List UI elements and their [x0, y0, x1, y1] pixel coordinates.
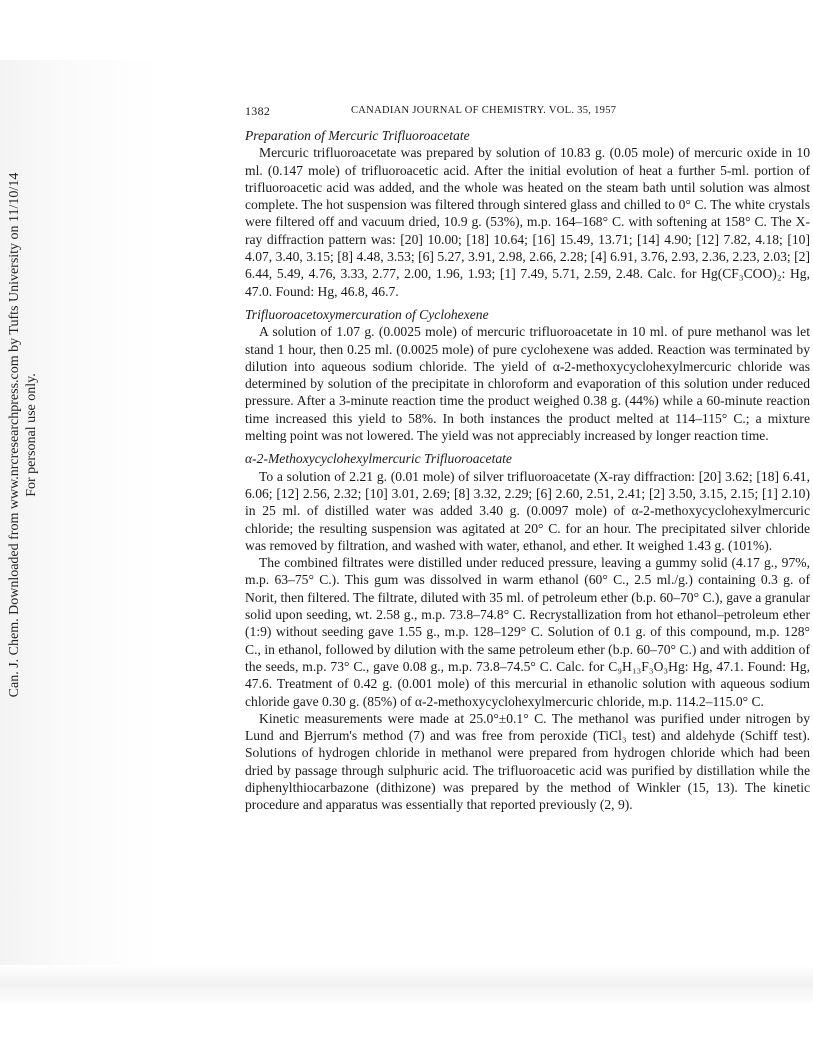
section-title: α-2-Methoxycyclohexylmercuric Trifluoroacetate: [245, 451, 512, 467]
paragraph: Kinetic measurements were made at 25.0°±0.1° C. The methanol was purified under nitrogen by Lund and Bjerrum's method (7) and was free from peroxide (TiCl₃ test) and aldehyde (Schiff test). Solutions of hydrogen chloride in methanol were prepared from hydrogen chloride which had been dried by passage through sulphuric acid. The trifluoroacetic acid was purified by distillation while the diphenylthiocarbazone (dithizone) was prepared by the method of Winkler (15, 13). The kinetic procedure and apparatus was essentially that reported previously (2, 9).: [245, 710, 810, 813]
journal-title: CANADIAN JOURNAL OF CHEMISTRY. VOL. 35, 1957: [351, 105, 617, 116]
running-header: [245, 104, 810, 120]
personal-use-notice: For personal use only.: [24, 373, 39, 497]
paragraph: Mercuric trifluoroacetate was prepared by solution of 10.83 g. (0.05 mole) of mercuric oxide in 10 ml. (0.147 mole) of trifluoroacetic acid. After the initial evolution of heat a further 5-ml. portion of trifluoroacetic acid was added, and the whole was heated on the steam bath until solution was almost complete. The hot suspension was filtered through sintered glass and chilled to 0° C. The white crystals were filtered off and vacuum dried, 10.9 g. (53%), m.p. 164–168° C. with softening at 158° C. The X-ray diffraction pattern was: [20] 10.00; [18] 10.64; [16] 15.49, 13.71; [14] 4.90; [12] 7.82, 4.18; [10] 4.07, 3.40, 3.15; [8] 4.48, 3.53; [6] 5.27, 3.91, 2.98, 2.66, 2.28; [4] 6.91, 3.76, 2.93, 2.36, 2.23, 2.03; [2] 6.44, 5.49, 4.76, 3.33, 2.77, 2.00, 1.96, 1.93; [1] 7.49, 5.71, 2.59, 2.48. Calc. for Hg(CF₃COO)₂: Hg, 47.0. Found: Hg, 46.8, 46.7.: [245, 145, 810, 299]
page-number: 1382: [245, 104, 271, 118]
paragraph: A solution of 1.07 g. (0.0025 mole) of mercuric trifluoroacetate in 10 ml. of pure methanol was let stand 1 hour, then 0.25 ml. (0.0025 mole) of pure cyclohexene was added. Reaction was terminated by dilution into aqueous sodium chloride. The yield of α-2-methoxycyclohexylmercuric chloride was determined by solution of the precipitate in chloroform and evaporation of this solution under reduced pressure. After a 3-minute reaction time the product weighed 0.38 g. (44%) while a 60-minute reaction time increased this yield to 58%. In both instances the product melted at 114–115° C.; a mixture melting point was not lowered. The yield was not appreciably increased by longer reaction time.: [245, 324, 810, 444]
scan-shading-bottom: [0, 965, 813, 1005]
download-notice: Can. J. Chem. Downloaded from www.nrcresearchpress.com by Tufts University on 11/10/14: [7, 172, 22, 698]
paragraph: The combined filtrates were distilled under reduced pressure, leaving a gummy solid (4.17 g., 97%, m.p. 63–75° C.). This gum was dissolved in warm ethanol (60° C., 2.5 ml./g.) containing 0.3 g. of Norit, then filtered. The filtrate, diluted with 35 ml. of petroleum ether (b.p. 60–70° C.), gave a granular solid upon seeding, wt. 2.58 g., m.p. 73.8–74.8° C. Recrystallization from hot ethanol–petroleum ether (1:9) without seeding gave 1.55 g., m.p. 128–129° C. Solution of 0.1 g. of this compound, m.p. 128° C., in ethanol, followed by dilution with the same petroleum ether (b.p. 60–70° C.) and with addition of the seeds, m.p. 73° C., gave 0.08 g., m.p. 73.8–74.5° C. Calc. for C₉H₁₃F₃O₃Hg: Hg, 47.1. Found: Hg, 47.6. Treatment of 0.42 g. (0.001 mole) of this mercurial in ethanolic solution with aqueous sodium chloride gave 0.30 g. (85%) of α-2-methoxycyclohexylmercuric chloride, m.p. 114.2–115.0° C.: [245, 555, 811, 709]
article-body: [245, 127, 810, 814]
section-title: Preparation of Mercuric Trifluoroacetate: [245, 128, 470, 143]
download-watermark: [6, 115, 40, 755]
section-title: Trifluoroacetoxymercuration of Cyclohexene: [245, 306, 489, 322]
paragraph: To a solution of 2.21 g. (0.01 mole) of silver trifluoroacetate (X-ray diffraction: [20] 3.62; [18] 6.41, 6.06; [12] 2.56, 2.32; [10] 3.01, 2.69; [8] 3.32, 2.29; [6] 2.60, 2.51, 2.41; [2] 3.50, 3.15, 2.15; [1] 2.10) in 25 ml. of distilled water was added 3.40 g. (0.0097 mole) of α-2-methoxycyclohexylmercuric chloride; the resulting suspension was agitated at 20° C. for an hour. The precipitated silver chloride was removed by filtration, and washed with water, ethanol, and ether. It weighed 1.43 g. (101%).: [245, 468, 810, 553]
